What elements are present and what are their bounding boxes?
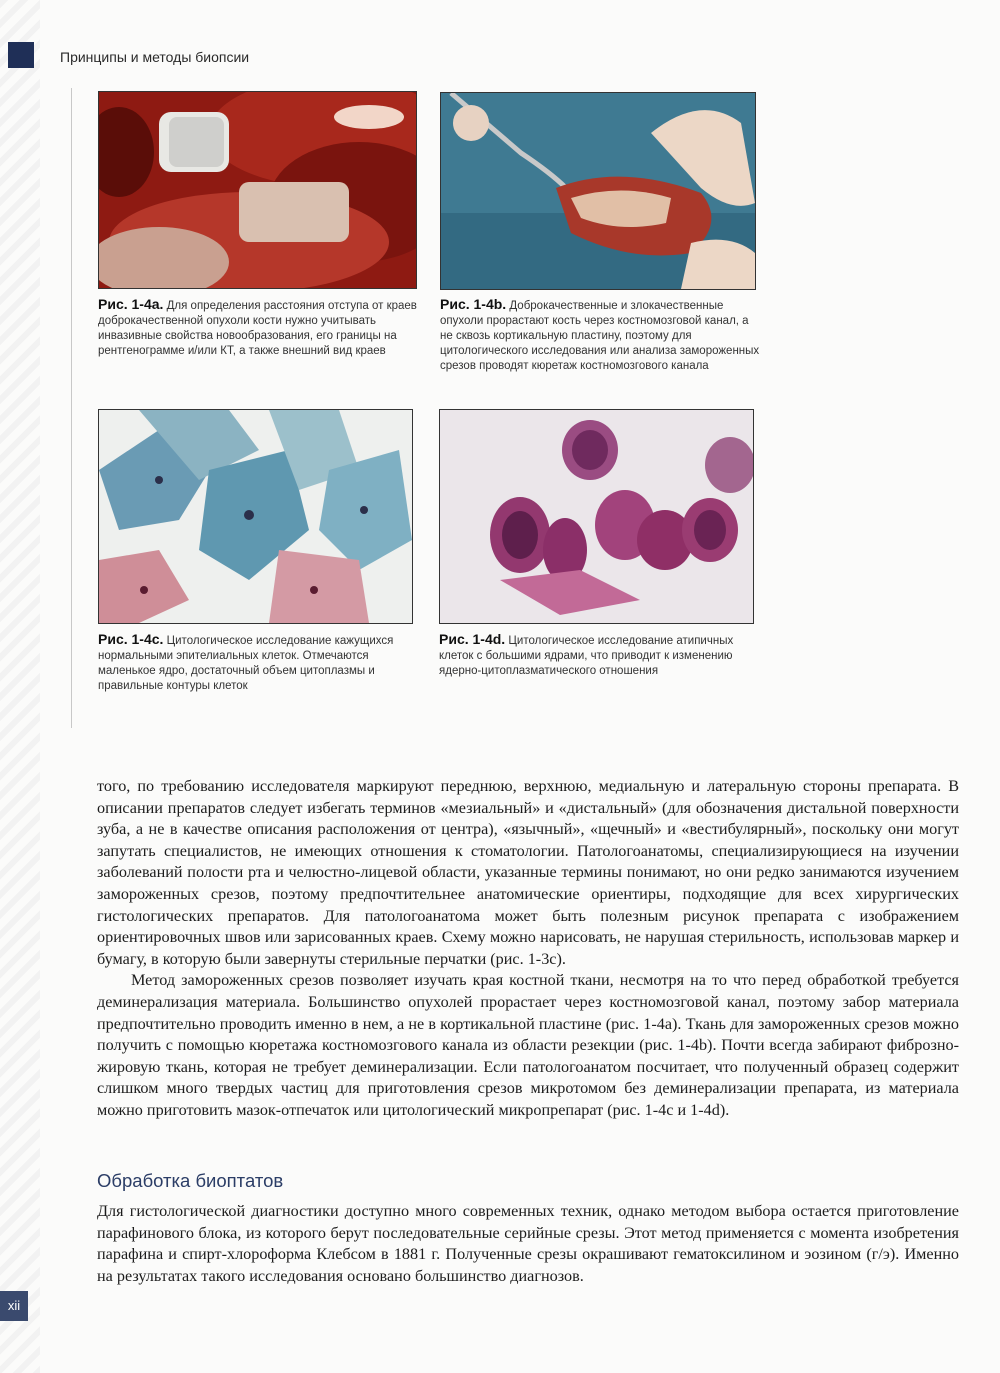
column-rule [71,88,72,728]
body-paragraph: Метод замороженных срезов позволяет изучать края костной ткани, несмотря на то что перед обработкой требуется деминерализация материала. Большинство опухолей прорастает через костномозговой канал, поэтому забор материала предпочтительно проводить именно в нем, а не в кортикальной пластине (рис. 1-4a). Ткань для замороженных срезов можно получить с помощью кюретажа костномозгового канала из области резекции (рис. 1-4b). Почти всегда забирают фиброзно-жировую ткань, которая не требует деминерализации. Если патологоанатом посчитает, что полученный образец содержит слишком много твердых частиц для приготовления срезов микротомом без деминерализации препарата, из материала можно приготовить мазок-отпечаток или цитологический микропрепарат (рис. 1-4c и 1-4d). [97,971,959,1119]
figure-1-4a-caption [98,297,418,359]
figure-1-4c-caption [98,632,408,694]
figure-1-4b-photo [440,92,756,290]
page-number: xii [0,1291,28,1321]
header-marker-square [8,42,34,68]
running-header-title: Принципы и методы биопсии [60,49,250,65]
body-paragraph: Для гистологической диагностики доступно много современных техник, однако методом выбора остается приготовление парафинового блока, из которого берут последовательные серийные срезы. Этот метод применяется с момента изобретения парафина и спирт-хлороформа Клебсом в 1881 г. Полученные срезы окрашивают гематоксилином и эозином (г/э). Именно на результатах такого исследования основано большинство диагнозов. [97,1202,959,1285]
figure-caption-text: Доброкачественные и злокачественные опухоли прорастают кость через костномозговой канал, а не сквозь кортикальную пластину, поэтому для цитологического исследования или анализа замороженных срезов проводят кюретаж костномозгового канала [440,300,760,372]
body-text-block [97,1201,959,1287]
figure-1-4d-caption [439,632,757,679]
figure-label: Рис. 1-4c. [98,631,164,647]
body-text-block [97,776,959,1122]
body-paragraph: того, по требованию исследователя маркируют переднюю, верхнюю, медиальную и латеральную стороны препарата. В описании препаратов следует избегать терминов «мезиальный» и «дистальный» (для обозначения дистальной поверхности зуба, а не в качестве описания расположения от центра), «язычный», «щечный» и «вестибулярный», поскольку они могут запутать специалистов, не имеющих отношения к стоматологии. Патологоанатомы, специализирующиеся на изучении заболеваний полости рта и челюстно-лицевой области, указанные термины понимают, но они редко занимаются изучением замороженных срезов, поэтому предпочтительнее анатомические ориентиры, подходящие для всех хирургических гистологических препаратов. Для патологоанатома может быть полезным рисунок препарата с изображением ориентировочных швов или зарисованных краев. Схему можно нарисовать, не нарушая стерильность, использовав маркер и бумагу, в которую были завернуты стерильные перчатки (рис. 1-3c). [97,777,959,968]
figure-caption-text: Цитологическое исследование кажущихся нормальными эпителиальных клеток. Отмечаются маленькое ядро, достаточный объем цитоплазмы и правильные контуры клеток [98,635,394,692]
figure-label: Рис. 1-4a. [98,296,164,312]
figure-1-4b-caption [440,297,760,374]
figure-label: Рис. 1-4b. [440,296,507,312]
decorative-margin-stripes [0,0,40,1373]
figure-caption-text: Для определения расстояния отступа от краев доброкачественной опухоли кости нужно учитывать инвазивные свойства новообразования, его границы на рентгенограмме и/или КТ, а также внешний вид краев [98,300,417,357]
figure-1-4d-photo [439,409,754,624]
figure-caption-text: Цитологическое исследование атипичных клеток с большими ядрами, что приводит к изменению ядерно-цитоплазматического отношения [439,635,734,677]
figure-1-4c-photo [98,409,413,624]
figure-label: Рис. 1-4d. [439,631,506,647]
section-heading: Обработка биоптатов [97,1170,284,1191]
figure-1-4a-photo [98,91,417,289]
